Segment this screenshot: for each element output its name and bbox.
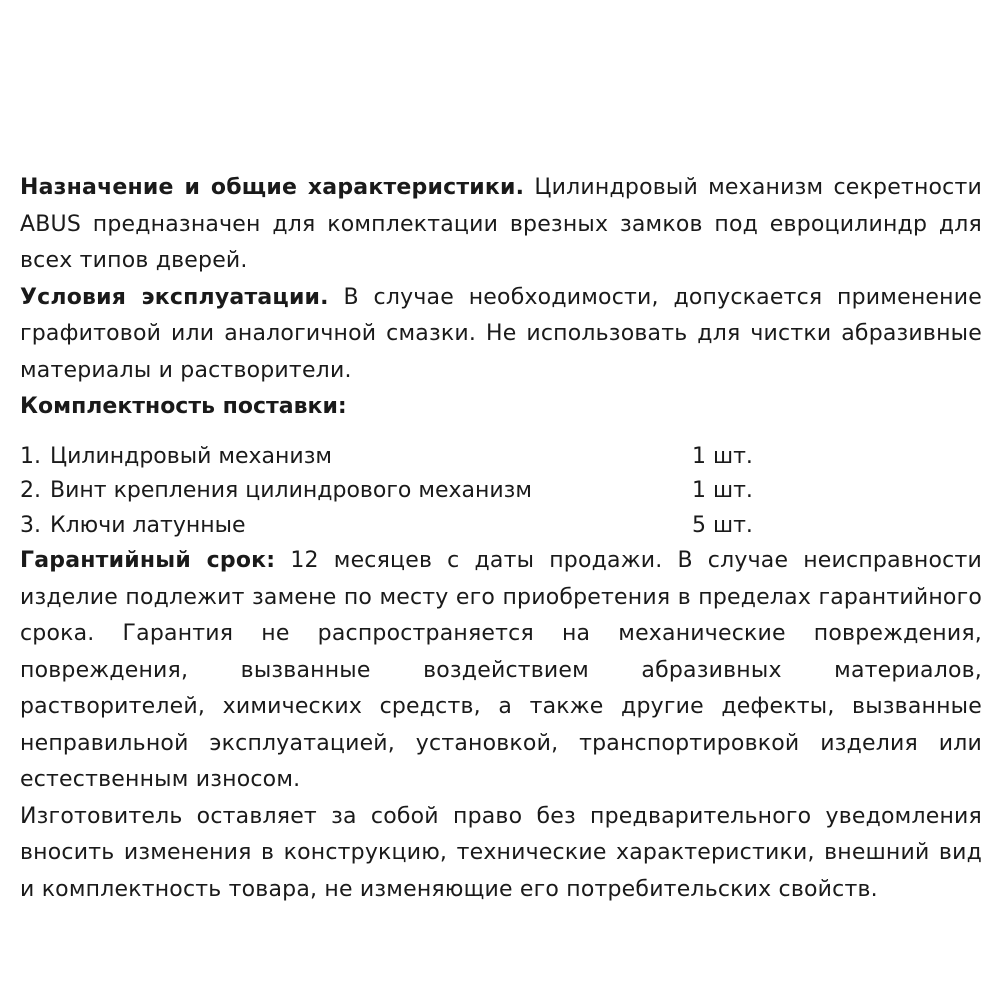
warranty-heading: Гарантийный срок: bbox=[20, 548, 276, 573]
operation-heading: Условия эксплуатации. bbox=[20, 284, 329, 310]
package-heading: Комплектность поставки: bbox=[20, 394, 347, 419]
purpose-paragraph bbox=[20, 170, 982, 280]
list-item bbox=[20, 440, 982, 475]
package-list bbox=[20, 440, 982, 544]
list-item-quantity: 1 шт. bbox=[692, 443, 753, 469]
operation-paragraph bbox=[20, 280, 982, 390]
purpose-text: Цилиндровый механизм секретности ABUS предназначен для комплектации врезных замков под евроцилиндр для всех типов дверей. bbox=[20, 175, 982, 273]
operation-text: В случае необходимости, допускается применение графитовой или аналогичной смазки. Не использовать для чистки абразивные материалы и растворители. bbox=[20, 284, 982, 383]
list-item-number: 3. bbox=[20, 512, 41, 538]
list-item-quantity: 5 шт. bbox=[692, 512, 753, 538]
purpose-heading: Назначение и общие характеристики. bbox=[20, 175, 525, 200]
list-item-number: 2. bbox=[20, 478, 41, 503]
warranty-paragraph bbox=[20, 543, 982, 799]
warranty-text: 12 месяцев с даты продажи. В случае неисправности изделие подлежит замене по месту его приобретения в пределах гарантийного срока. Гарантия не распространяется на механические повреждения, повреждения, вызванные воздействием абразивных материалов, растворителей, химических средств, а также другие дефекты, вызванные неправильной эксплуатацией, установкой, транспортировкой изделия или естественным износом. bbox=[20, 548, 982, 792]
list-item-name: Цилиндровый механизм bbox=[50, 443, 332, 469]
list-item-name: Винт крепления цилиндрового механизм bbox=[50, 478, 532, 503]
list-item-name: Ключи латунные bbox=[50, 512, 246, 538]
list-item-quantity: 1 шт. bbox=[692, 478, 753, 503]
list-item-number: 1. bbox=[20, 443, 41, 469]
list-item bbox=[20, 509, 982, 544]
manufacturer-note: Изготовитель оставляет за собой право без предварительного уведомления вносить изменения в конструкцию, технические характеристики, внешний вид и комплектность товара, не изменяющие его потребительских свойств. bbox=[20, 803, 982, 902]
list-item bbox=[20, 474, 982, 509]
